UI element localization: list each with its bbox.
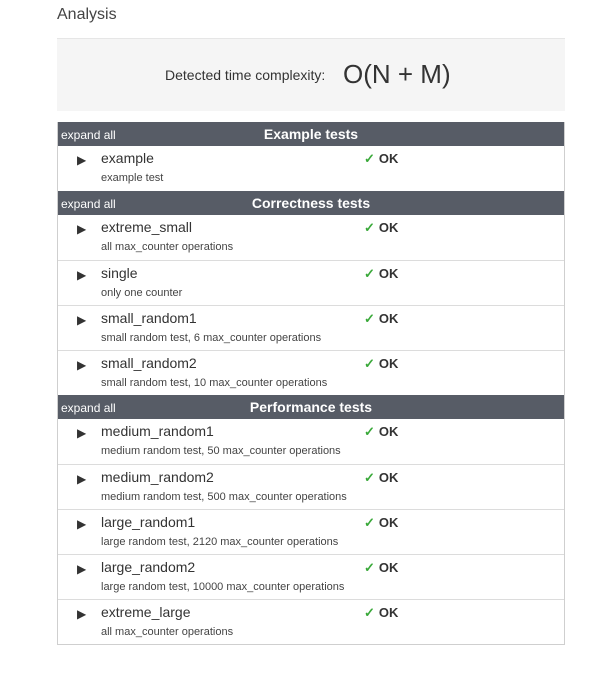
test-status-text: OK — [378, 151, 399, 166]
test-name: medium_random2 — [101, 469, 214, 485]
check-icon: ✓ — [364, 424, 375, 439]
analysis-title: Analysis — [57, 6, 117, 23]
triangle-right-icon[interactable]: ▶ — [77, 426, 87, 440]
triangle-right-icon[interactable]: ▶ — [77, 222, 87, 236]
test-row[interactable] — [58, 419, 564, 464]
test-status — [364, 266, 398, 282]
triangle-right-icon[interactable]: ▶ — [77, 268, 87, 282]
test-description: all max_counter operations — [101, 626, 234, 638]
triangle-right-icon[interactable]: ▶ — [77, 562, 87, 576]
test-status-text: OK — [378, 470, 399, 485]
triangle-right-icon[interactable]: ▶ — [77, 472, 87, 486]
check-icon: ✓ — [364, 470, 375, 485]
test-status-text: OK — [378, 220, 399, 235]
check-icon: ✓ — [364, 560, 375, 575]
test-row[interactable] — [58, 146, 564, 191]
test-status — [364, 151, 398, 167]
check-icon: ✓ — [364, 515, 375, 530]
test-row[interactable] — [58, 599, 564, 644]
group-title: Example tests — [263, 126, 359, 142]
triangle-right-icon[interactable]: ▶ — [77, 153, 87, 167]
test-description: small random test, 10 max_counter operations — [101, 377, 328, 389]
test-status — [364, 605, 398, 621]
test-name: example — [101, 150, 154, 166]
expand-all-link[interactable]: expand all — [61, 401, 116, 415]
test-status-text: OK — [378, 424, 399, 439]
check-icon: ✓ — [364, 605, 375, 620]
test-description: example test — [101, 172, 164, 184]
test-status-text: OK — [378, 311, 399, 326]
test-status-text: OK — [378, 560, 399, 575]
triangle-right-icon[interactable]: ▶ — [77, 358, 87, 372]
group-header-correctness — [58, 191, 564, 215]
test-name: extreme_small — [101, 219, 193, 235]
test-row[interactable] — [58, 305, 564, 350]
check-icon: ✓ — [364, 266, 375, 281]
test-status — [364, 515, 398, 531]
test-name: large_random1 — [101, 514, 196, 530]
test-description: only one counter — [101, 287, 183, 299]
test-description: large random test, 2120 max_counter operations — [101, 536, 339, 548]
test-name: medium_random1 — [101, 423, 214, 439]
test-name: small_random1 — [101, 310, 197, 326]
test-status — [364, 311, 398, 327]
group-title: Correctness tests — [251, 195, 371, 211]
test-results — [57, 122, 565, 645]
test-status-text: OK — [378, 266, 399, 281]
group-header-example — [58, 122, 564, 146]
test-row[interactable] — [58, 215, 564, 260]
test-name: extreme_large — [101, 604, 191, 620]
triangle-right-icon[interactable]: ▶ — [77, 517, 87, 531]
test-description: small random test, 6 max_counter operations — [101, 332, 322, 344]
check-icon: ✓ — [364, 356, 375, 371]
test-status — [364, 220, 398, 236]
test-row[interactable] — [58, 260, 564, 305]
test-status — [364, 356, 398, 372]
test-row[interactable] — [58, 554, 564, 599]
test-status — [364, 560, 398, 576]
test-status-text: OK — [378, 515, 399, 530]
complexity-value: O(N + M) — [343, 59, 451, 89]
test-name: single — [101, 265, 138, 281]
test-status-text: OK — [378, 605, 399, 620]
test-name: large_random2 — [101, 559, 196, 575]
expand-all-link[interactable]: expand all — [61, 128, 116, 142]
triangle-right-icon[interactable]: ▶ — [77, 313, 87, 327]
check-icon: ✓ — [364, 220, 375, 235]
group-header-performance — [58, 395, 564, 419]
triangle-right-icon[interactable]: ▶ — [77, 607, 87, 621]
test-description: medium random test, 50 max_counter operations — [101, 445, 341, 457]
test-name: small_random2 — [101, 355, 197, 371]
complexity-summary — [57, 38, 565, 111]
complexity-label: Detected time complexity: — [165, 67, 326, 83]
test-status — [364, 424, 398, 440]
group-title: Performance tests — [249, 399, 373, 415]
check-icon: ✓ — [364, 311, 375, 326]
test-status-text: OK — [378, 356, 399, 371]
test-description: all max_counter operations — [101, 241, 234, 253]
test-description: medium random test, 500 max_counter operations — [101, 491, 347, 503]
check-icon: ✓ — [364, 151, 375, 166]
test-row[interactable] — [58, 464, 564, 509]
test-row[interactable] — [58, 509, 564, 554]
expand-all-link[interactable]: expand all — [61, 197, 116, 211]
test-description: large random test, 10000 max_counter operations — [101, 581, 345, 593]
test-status — [364, 470, 398, 486]
test-row[interactable] — [58, 350, 564, 395]
